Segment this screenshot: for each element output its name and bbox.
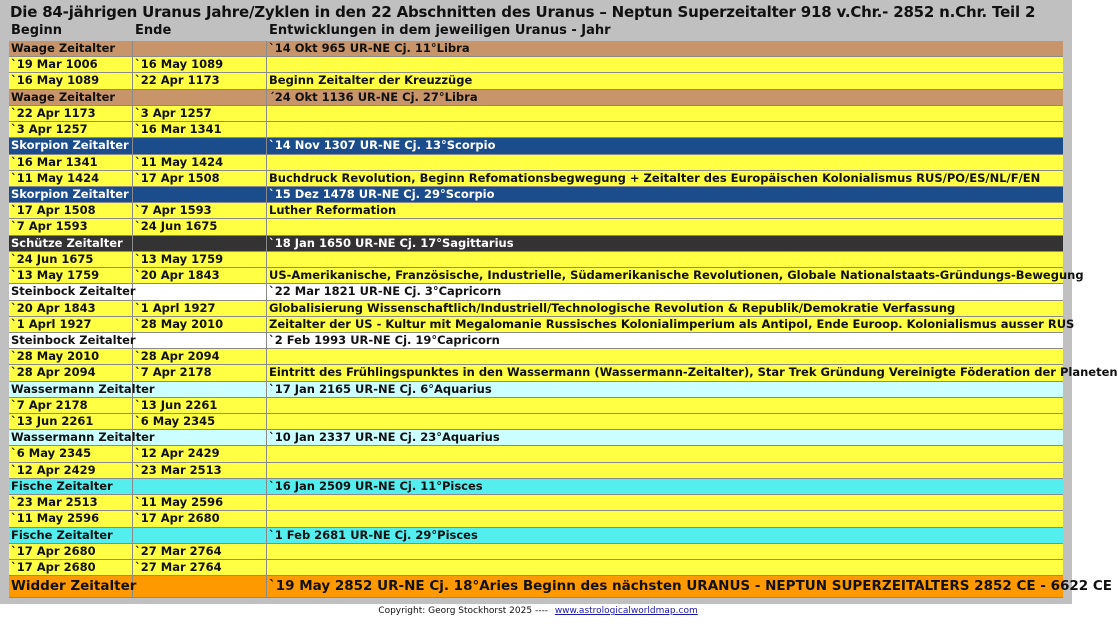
end-cell: `7 Apr 1593	[133, 203, 267, 218]
development-cell	[267, 398, 1063, 413]
begin-cell: Steinbock Zeitalter	[11, 284, 136, 299]
table-row	[9, 301, 1063, 317]
development-cell: Beginn Zeitalter der Kreuzzüge	[269, 73, 473, 88]
header-developments: Entwicklungen in dem jeweiligen Uranus - Jahr	[269, 23, 611, 38]
begin-cell: Skorpion Zeitalter	[9, 138, 133, 153]
begin-cell: `22 Apr 1173	[9, 106, 133, 121]
table-row	[9, 73, 1063, 89]
begin-cell: `24 Jun 1675	[9, 252, 133, 267]
end-cell: `3 Apr 1257	[133, 106, 267, 121]
begin-cell: `23 Mar 2513	[9, 495, 133, 510]
development-cell	[267, 495, 1063, 510]
table-row	[9, 398, 1063, 414]
begin-cell: Skorpion Zeitalter	[9, 187, 133, 202]
development-cell: `10 Jan 2337 UR-NE Cj. 23°Aquarius	[269, 430, 500, 445]
table-row	[9, 106, 1063, 122]
development-cell: US-Amerikanische, Französische, Industrielle, Südamerikanische Revolutionen, Globale Nationalstaats-Gründungs-Bewegung	[269, 268, 1084, 283]
begin-cell: `11 May 1424	[9, 171, 133, 186]
begin-cell: Widder Zeitalter	[9, 576, 133, 597]
end-cell: `27 Mar 2764	[133, 544, 267, 559]
table-row	[9, 544, 1063, 560]
end-cell: `17 Apr 1508	[133, 171, 267, 186]
table-row	[9, 365, 1118, 381]
begin-cell: `11 May 2596	[9, 511, 133, 526]
development-cell: `2 Feb 1993 UR-NE Cj. 19°Capricorn	[269, 332, 500, 347]
development-cell	[267, 544, 1063, 559]
end-cell: `22 Apr 1173	[133, 73, 267, 88]
end-cell: `1 Aprl 1927	[133, 301, 267, 316]
begin-cell: `7 Apr 1593	[9, 219, 133, 234]
begin-cell: `19 Mar 1006	[9, 57, 133, 72]
end-cell	[133, 382, 267, 397]
zodiac-age-row	[9, 333, 1063, 349]
uranus-cycles-table	[9, 41, 1118, 598]
end-cell: `12 Apr 2429	[133, 446, 267, 461]
end-cell	[133, 479, 267, 494]
table-row	[9, 57, 1063, 73]
end-cell: `7 Apr 2178	[133, 365, 267, 380]
begin-cell: Fische Zeitalter	[9, 528, 133, 543]
end-cell	[133, 138, 267, 153]
header-end: Ende	[135, 23, 172, 38]
development-cell	[267, 463, 1063, 478]
table-row	[9, 560, 1063, 576]
begin-cell: `7 Apr 2178	[9, 398, 133, 413]
development-cell: `19 May 2852 UR-NE Cj. 18°Aries Beginn des nächsten URANUS - NEPTUN SUPERZEITALTERS 2852 CE - 6622 CE	[269, 578, 1112, 595]
begin-cell: Fische Zeitalter	[9, 479, 133, 494]
end-cell: `16 Mar 1341	[133, 122, 267, 137]
end-cell: `13 May 1759	[133, 252, 267, 267]
development-cell: `18 Jan 1650 UR-NE Cj. 17°Sagittarius	[269, 235, 514, 250]
end-cell: `16 May 1089	[133, 57, 267, 72]
end-cell	[133, 576, 267, 597]
end-cell: `27 Mar 2764	[133, 560, 267, 575]
zodiac-age-row	[9, 236, 1063, 252]
begin-cell: `13 Jun 2261	[9, 414, 133, 429]
end-cell	[133, 333, 267, 348]
development-cell: `22 Mar 1821 UR-NE Cj. 3°Capricorn	[269, 284, 502, 299]
table-row	[9, 203, 1063, 219]
begin-cell: `16 May 1089	[9, 73, 133, 88]
table-row	[9, 171, 1063, 187]
zodiac-age-row	[9, 382, 1063, 398]
end-cell	[133, 236, 267, 251]
end-cell	[133, 41, 267, 56]
development-cell	[267, 511, 1063, 526]
begin-cell: `17 Apr 2680	[9, 544, 133, 559]
development-cell	[267, 219, 1063, 234]
table-row	[9, 511, 1063, 527]
page-title: Die 84-jährigen Uranus Jahre/Zyklen in den 22 Abschnitten des Uranus – Neptun Superzeitalter 918 v.Chr.- 2852 n.Chr. Teil 2	[10, 3, 1036, 21]
begin-cell: `3 Apr 1257	[9, 122, 133, 137]
table-row	[9, 463, 1063, 479]
zodiac-age-row	[9, 90, 1063, 106]
zodiac-age-row	[9, 138, 1063, 154]
copyright-text: Copyright: Georg Stockhorst 2025 ----	[378, 606, 548, 616]
begin-cell: Waage Zeitalter	[9, 41, 133, 56]
begin-cell: `13 May 1759	[9, 268, 133, 283]
begin-cell: Wassermann Zeitalter	[11, 430, 155, 445]
end-cell: `11 May 1424	[133, 155, 267, 170]
begin-cell: `1 Aprl 1927	[9, 317, 133, 332]
development-cell: Eintritt des Frühlingspunktes in den Wassermann (Wassermann-Zeitalter), Star Trek Gründung Vereinigte Föderation der Planeten	[269, 365, 1118, 380]
table-row	[9, 155, 1063, 171]
zodiac-age-row	[9, 41, 1063, 57]
development-cell: `16 Jan 2509 UR-NE Cj. 11°Pisces	[269, 478, 483, 493]
begin-cell: Waage Zeitalter	[9, 90, 133, 105]
end-cell: `28 May 2010	[133, 317, 267, 332]
end-cell	[133, 430, 267, 445]
development-cell: `15 Dez 1478 UR-NE Cj. 29°Scorpio	[269, 186, 495, 201]
footer	[0, 606, 1076, 616]
table-row	[9, 122, 1063, 138]
end-cell	[133, 187, 267, 202]
end-cell	[133, 284, 267, 299]
begin-cell: `28 Apr 2094	[9, 365, 133, 380]
begin-cell: `6 May 2345	[9, 446, 133, 461]
end-cell: `13 Jun 2261	[133, 398, 267, 413]
table-row	[9, 219, 1063, 235]
begin-cell: `28 May 2010	[9, 349, 133, 364]
development-cell	[267, 122, 1063, 137]
zodiac-age-row	[9, 479, 1063, 495]
end-cell	[133, 528, 267, 543]
end-cell: `23 Mar 2513	[133, 463, 267, 478]
development-cell	[267, 57, 1063, 72]
table-row	[9, 252, 1063, 268]
development-cell	[267, 414, 1063, 429]
development-cell	[267, 155, 1063, 170]
development-cell: `1 Feb 2681 UR-NE Cj. 29°Pisces	[269, 527, 478, 542]
table-row	[9, 495, 1063, 511]
begin-cell: `17 Apr 2680	[9, 560, 133, 575]
end-cell: `20 Apr 1843	[133, 268, 267, 283]
table-row	[9, 446, 1063, 462]
table-row	[9, 268, 1084, 284]
end-cell: `11 May 2596	[133, 495, 267, 510]
development-cell	[267, 106, 1063, 121]
end-cell	[133, 90, 267, 105]
development-cell: Luther Reformation	[269, 203, 397, 218]
table-row	[9, 414, 1063, 430]
begin-cell: Steinbock Zeitalter	[11, 332, 136, 347]
development-cell: `14 Okt 965 UR-NE Cj. 11°Libra	[269, 41, 470, 55]
zodiac-age-row	[9, 528, 1063, 544]
zodiac-age-row	[9, 284, 1063, 300]
end-cell: `28 Apr 2094	[133, 349, 267, 364]
end-cell: `6 May 2345	[133, 414, 267, 429]
zodiac-age-row	[9, 187, 1063, 203]
begin-cell: `16 Mar 1341	[9, 155, 133, 170]
begin-cell: Wassermann Zeitalter	[11, 381, 155, 396]
development-cell	[267, 560, 1063, 575]
header-begin: Beginn	[11, 23, 62, 38]
begin-cell: Schütze Zeitalter	[9, 236, 133, 251]
development-cell: `17 Jan 2165 UR-NE Cj. 6°Aquarius	[269, 381, 492, 396]
begin-cell: `20 Apr 1843	[9, 301, 133, 316]
development-cell: Zeitalter der US - Kultur mit Megalomanie Russisches Kolonialimperium als Antipol, Ende Euroop. Kolonialismus ausser RUS	[269, 316, 1075, 331]
development-cell	[267, 446, 1063, 461]
end-cell: `17 Apr 2680	[133, 511, 267, 526]
development-cell: `14 Nov 1307 UR-NE Cj. 13°Scorpio	[269, 138, 496, 153]
zodiac-age-row	[9, 576, 1112, 598]
begin-cell: `17 Apr 1508	[9, 203, 133, 218]
development-cell: Buchdruck Revolution, Beginn Refomationsbegwegung + Zeitalter des Europäischen Kolonialismus RUS/PO/ES/NL/F/EN	[269, 170, 1041, 185]
development-cell: Globalisierung Wissenschaftlich/Industriell/Technologische Revolution & Republik/Demokratie Verfassung	[269, 300, 956, 315]
begin-cell: `12 Apr 2429	[9, 463, 133, 478]
table-row	[9, 349, 1063, 365]
development-cell: ´24 Okt 1136 UR-NE Cj. 27°Libra	[269, 89, 478, 104]
end-cell: `24 Jun 1675	[133, 219, 267, 234]
table-row	[9, 316, 1075, 333]
development-cell	[267, 252, 1063, 267]
development-cell	[267, 349, 1063, 364]
zodiac-age-row	[9, 430, 1063, 446]
website-link[interactable]: www.astrologicalworldmap.com	[554, 606, 698, 616]
